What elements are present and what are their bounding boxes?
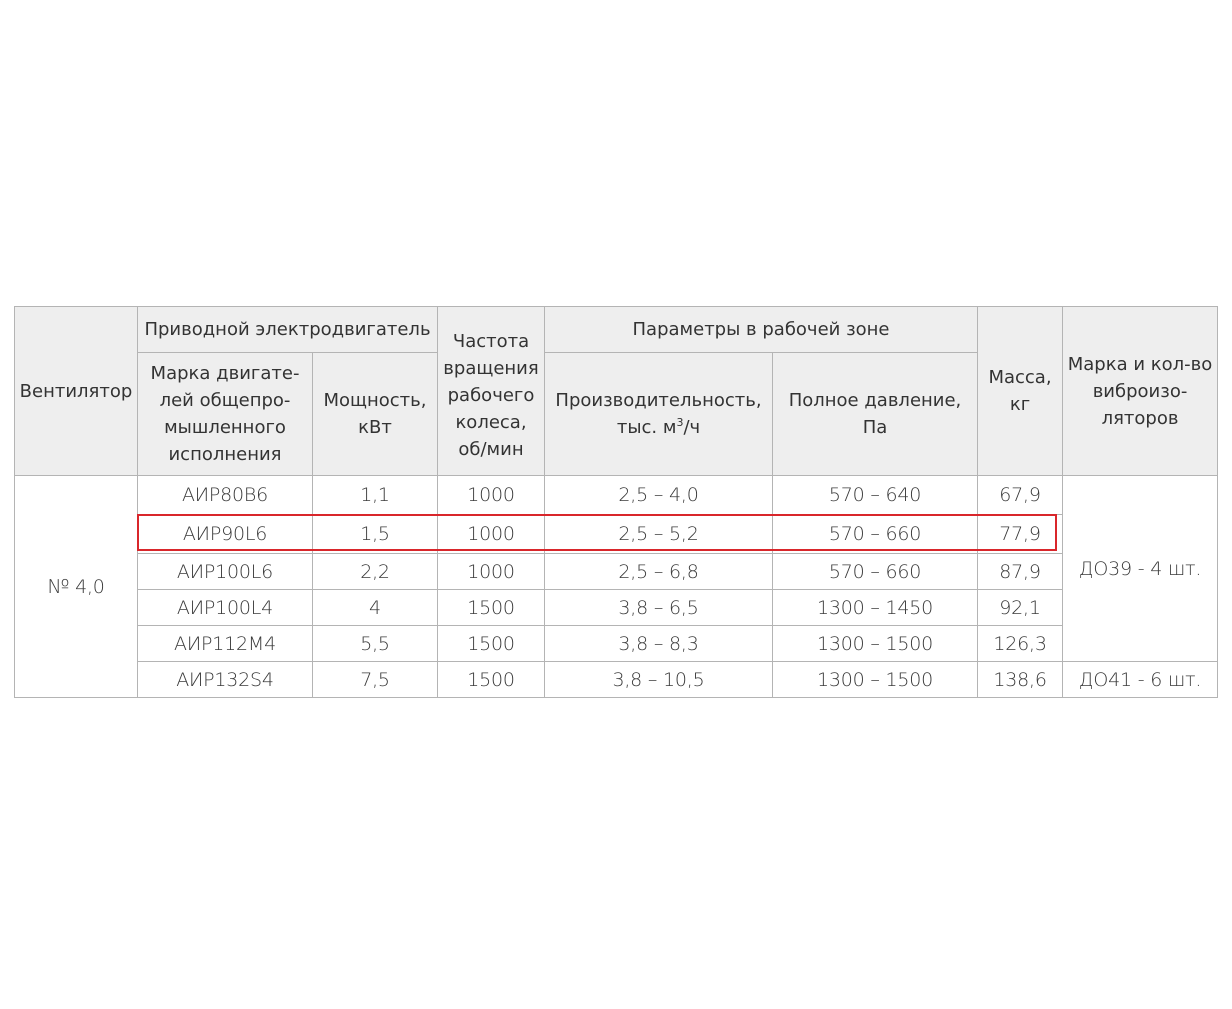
cell-capacity: 3,8 – 6,5 bbox=[545, 590, 773, 626]
header-capacity bbox=[545, 353, 773, 476]
cell-motor: АИР112М4 bbox=[138, 626, 313, 662]
cell-motor: АИР132S4 bbox=[138, 662, 313, 698]
cell-mass: 138,6 bbox=[978, 662, 1063, 698]
cell-pressure: 1300 – 1500 bbox=[773, 626, 978, 662]
cell-mass: 87,9 bbox=[978, 554, 1063, 590]
cell-capacity: 2,5 – 5,2 bbox=[545, 515, 773, 554]
header-fan: Вентилятор bbox=[15, 307, 138, 476]
cell-speed: 1500 bbox=[438, 626, 545, 662]
cell-mass: 92,1 bbox=[978, 590, 1063, 626]
cell-isolators: ДО41 - 6 шт. bbox=[1063, 662, 1218, 698]
header-motor-brand: Марка двигате-лей общепро-мышленного исполнения bbox=[138, 353, 313, 476]
header-mass: Масса, кг bbox=[978, 307, 1063, 476]
header-capacity-text: Производительность, тыс. м bbox=[555, 390, 762, 438]
cell-speed: 1500 bbox=[438, 662, 545, 698]
cell-power: 1,5 bbox=[313, 515, 438, 554]
cell-power: 2,2 bbox=[313, 554, 438, 590]
header-drive-motor: Приводной электродвигатель bbox=[138, 307, 438, 353]
fan-number: № 4,0 bbox=[15, 476, 138, 698]
cell-capacity: 2,5 – 4,0 bbox=[545, 476, 773, 515]
cell-power: 7,5 bbox=[313, 662, 438, 698]
header-work-zone-params: Параметры в рабочей зоне bbox=[545, 307, 978, 353]
table-row bbox=[15, 662, 1218, 698]
cell-capacity: 3,8 – 10,5 bbox=[545, 662, 773, 698]
cell-capacity: 2,5 – 6,8 bbox=[545, 554, 773, 590]
cell-pressure: 1300 – 1450 bbox=[773, 590, 978, 626]
cell-motor: АИР100L6 bbox=[138, 554, 313, 590]
cell-pressure: 570 – 660 bbox=[773, 515, 978, 554]
cell-power: 5,5 bbox=[313, 626, 438, 662]
cell-speed: 1000 bbox=[438, 476, 545, 515]
cell-isolators: ДО39 - 4 шт. bbox=[1063, 476, 1218, 662]
header-full-pressure: Полное давление, Па bbox=[773, 353, 978, 476]
header-capacity-sup: 3 bbox=[676, 416, 684, 429]
cell-capacity: 3,8 – 8,3 bbox=[545, 626, 773, 662]
cell-pressure: 1300 – 1500 bbox=[773, 662, 978, 698]
cell-speed: 1000 bbox=[438, 515, 545, 554]
table-row bbox=[15, 515, 1218, 554]
cell-pressure: 570 – 640 bbox=[773, 476, 978, 515]
cell-motor: АИР90L6 bbox=[138, 515, 313, 554]
cell-mass: 67,9 bbox=[978, 476, 1063, 515]
cell-speed: 1500 bbox=[438, 590, 545, 626]
cell-speed: 1000 bbox=[438, 554, 545, 590]
cell-mass: 77,9 bbox=[978, 515, 1063, 554]
cell-mass: 126,3 bbox=[978, 626, 1063, 662]
table-row bbox=[15, 554, 1218, 590]
cell-motor: АИР80В6 bbox=[138, 476, 313, 515]
header-rotation-speed: Частота вращения рабочего колеса, об/мин bbox=[438, 307, 545, 476]
cell-power: 4 bbox=[313, 590, 438, 626]
table-row bbox=[15, 476, 1218, 515]
header-vibro-isolators: Марка и кол-во виброизо-ляторов bbox=[1063, 307, 1218, 476]
header-power: Мощность, кВт bbox=[313, 353, 438, 476]
table-row bbox=[15, 590, 1218, 626]
table-row bbox=[15, 626, 1218, 662]
cell-power: 1,1 bbox=[313, 476, 438, 515]
header-capacity-unit: /ч bbox=[683, 417, 701, 438]
cell-motor: АИР100L4 bbox=[138, 590, 313, 626]
spec-table bbox=[14, 306, 1218, 698]
cell-pressure: 570 – 660 bbox=[773, 554, 978, 590]
